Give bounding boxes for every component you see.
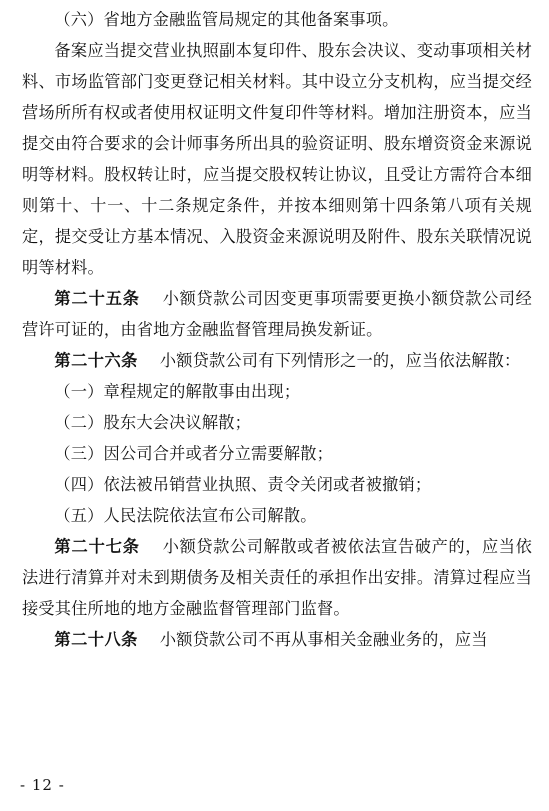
paragraph-text: 小额贷款公司不再从事相关金融业务的，应当 <box>159 630 488 649</box>
paragraph-text: 小额贷款公司有下列情形之一的，应当依法解散： <box>159 351 521 370</box>
paragraph-text: （一）章程规定的解散事由出现； <box>54 382 301 401</box>
article-heading: 第二十五条 <box>54 289 157 308</box>
item-paragraph <box>22 438 532 469</box>
article-heading: 第二十八条 <box>54 630 155 649</box>
paragraph-text: 备案应当提交营业执照副本复印件、股东会决议、变动事项相关材料、市场监管部门变更登记相关材料。其中设立分支机构，应当提交经营场所所有权或者使用权证明文件复印件等材料。增加注册资本，应当提交由符合要求的会计师事务所出具的验资证明、股东增资资金来源说明等材料。股权转让时，应当提交股权转让协议，且受让方需符合本细则第十、十一、十二条规定条件，并按本细则第十四条第八项有关规定，提交受让方基本情况、入股资金来源说明及附件、股东关联情况说明等材料。 <box>22 41 532 277</box>
paragraph-text: 小额贷款公司因变更事项需要更换小额贷款公司经营许可证的，由省地方金融监督管理局换发新证。 <box>22 289 532 339</box>
item-paragraph <box>22 376 532 407</box>
article-heading: 第二十六条 <box>54 351 155 370</box>
item-paragraph <box>22 469 532 500</box>
body-paragraph <box>22 35 532 283</box>
article-paragraph <box>22 624 532 655</box>
article-paragraph <box>22 345 532 376</box>
paragraph-text: （四）依法被吊销营业执照、责令关闭或者被撤销； <box>54 475 432 494</box>
paragraph-text: 小额贷款公司解散或者被依法宣告破产的，应当依法进行清算并对未到期债务及相关责任的承担作出安排。清算过程应当接受其住所地的地方金融监督管理部门监督。 <box>22 537 532 618</box>
article-paragraph <box>22 531 532 624</box>
page-number: - 12 - <box>20 776 65 794</box>
document-body <box>22 4 532 655</box>
article-heading: 第二十七条 <box>54 537 157 556</box>
item-paragraph <box>22 500 532 531</box>
paragraph-text: （二）股东大会决议解散； <box>54 413 252 432</box>
paragraph-text: （五）人民法院依法宣布公司解散。 <box>54 506 317 525</box>
item-paragraph <box>22 407 532 438</box>
paragraph-text: （三）因公司合并或者分立需要解散； <box>54 444 333 463</box>
article-paragraph <box>22 283 532 345</box>
paragraph-text: （六）省地方金融监管局规定的其他备案事项。 <box>54 10 399 29</box>
item-paragraph <box>22 4 532 35</box>
